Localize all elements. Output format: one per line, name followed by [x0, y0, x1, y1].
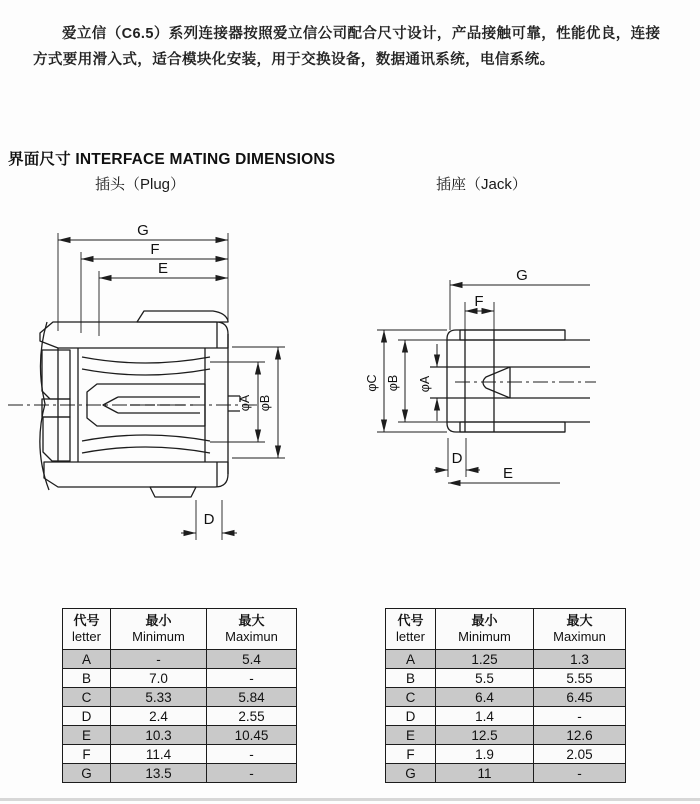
technical-drawings [0, 200, 700, 560]
cell-letter: B [386, 669, 436, 688]
jack-dim-label-g: G [516, 267, 528, 284]
plug-dimension-table [62, 608, 297, 783]
jack-dim-label-d: D [451, 450, 463, 467]
plug-top-lug [137, 311, 228, 322]
cell-max: 5.55 [534, 669, 626, 688]
cell-min: 1.25 [436, 650, 534, 669]
cell-letter: E [63, 726, 111, 745]
jack-dim-label-f: F [474, 293, 484, 310]
cell-max: 2.55 [207, 707, 297, 726]
plug-caption: 插头（Plug） [95, 176, 186, 193]
cell-max: - [534, 764, 626, 783]
header-letter-en: letter [396, 629, 425, 644]
jack-dim-label-phi-a: φA [418, 375, 432, 393]
cell-letter: G [386, 764, 436, 783]
cell-min: 2.4 [111, 707, 207, 726]
plug-drawing [8, 222, 285, 540]
cell-min: 5.5 [436, 669, 534, 688]
plug-insulator-lower [43, 417, 70, 461]
table-row [386, 707, 626, 726]
plug-cable-bore [42, 399, 70, 417]
cell-max: 2.05 [534, 745, 626, 764]
table-header-row [386, 609, 626, 650]
cell-letter: C [386, 688, 436, 707]
section-heading [8, 147, 335, 169]
cell-letter: B [63, 669, 111, 688]
cell-min: 5.33 [111, 688, 207, 707]
table-row [386, 669, 626, 688]
table-row [386, 650, 626, 669]
cell-max: 5.4 [207, 650, 297, 669]
plug-dim-label-f: F [150, 241, 160, 258]
cell-letter: G [63, 764, 111, 783]
header-max-en: Maximun [553, 629, 606, 644]
jack-top-wall [460, 330, 565, 340]
cell-min: 11 [436, 764, 534, 783]
jack-drawing [365, 267, 596, 483]
table-row [386, 764, 626, 783]
cell-min: - [111, 650, 207, 669]
table-row [386, 726, 626, 745]
cell-max: 12.6 [534, 726, 626, 745]
table-header-row [63, 609, 297, 650]
header-max-zh: 最大 [238, 612, 265, 628]
cell-min: 12.5 [436, 726, 534, 745]
jack-caption: 插座（Jack） [436, 176, 527, 193]
table-row [63, 726, 297, 745]
header-max-zh: 最大 [566, 612, 593, 628]
cell-min: 1.4 [436, 707, 534, 726]
cell-max: - [534, 707, 626, 726]
cell-letter: D [386, 707, 436, 726]
plug-bottom-lug [150, 487, 196, 497]
col-header-minimum [436, 609, 534, 650]
plug-insulator-upper [42, 350, 70, 399]
header-letter-zh: 代号 [73, 612, 100, 628]
cell-letter: A [63, 650, 111, 669]
header-min-zh: 最小 [471, 612, 498, 628]
jack-dim-label-e: E [502, 465, 514, 482]
plug-dim-label-phi-a: φA [238, 394, 252, 412]
cell-min: 1.9 [436, 745, 534, 764]
jack-dim-label-phi-b: φB [386, 374, 400, 392]
plug-bottom-wall [44, 462, 228, 487]
table-row [63, 650, 297, 669]
cell-letter: F [386, 745, 436, 764]
jack-center-contact [430, 367, 590, 398]
cell-min: 6.4 [436, 688, 534, 707]
plug-dim-label-g: G [137, 222, 149, 239]
cell-max: - [207, 669, 297, 688]
table-row [386, 688, 626, 707]
cell-letter: E [386, 726, 436, 745]
jack-bottom-wall [460, 422, 565, 432]
table-row [386, 745, 626, 764]
header-min-en: Minimum [458, 629, 511, 644]
cell-letter: A [386, 650, 436, 669]
scan-edge [0, 798, 700, 801]
col-header-letter [63, 609, 111, 650]
cell-min: 7.0 [111, 669, 207, 688]
table-row [63, 688, 297, 707]
cell-min: 13.5 [111, 764, 207, 783]
cell-letter: C [63, 688, 111, 707]
plug-dim-label-phi-b: φB [258, 394, 272, 412]
plug-dim-label-d: D [203, 511, 215, 528]
col-header-letter [386, 609, 436, 650]
table-row [63, 764, 297, 783]
plug-dim-label-e: E [157, 260, 169, 277]
cell-letter: F [63, 745, 111, 764]
section-heading-en: INTERFACE MATING DIMENSIONS [75, 150, 336, 168]
col-header-minimum [111, 609, 207, 650]
header-max-en: Maximun [225, 629, 278, 644]
table-row [63, 707, 297, 726]
section-heading-zh: 界面尺寸 [8, 150, 71, 168]
header-min-en: Minimum [132, 629, 185, 644]
cell-min: 10.3 [111, 726, 207, 745]
header-letter-en: letter [72, 629, 101, 644]
plug-top-wall [40, 322, 228, 348]
jack-dimension-table [385, 608, 626, 783]
col-header-maximum [534, 609, 626, 650]
cell-max: 10.45 [207, 726, 297, 745]
intro-paragraph: 爱立信（C6.5）系列连接器按照爱立信公司配合尺寸设计，产品接触可靠，性能优良，连接方式要用滑入式，适合模块化安装，用于交换设备，数据通讯系统，电信系统。 [33, 25, 661, 69]
cell-letter: D [63, 707, 111, 726]
cell-max: - [207, 745, 297, 764]
cell-min: 11.4 [111, 745, 207, 764]
col-header-maximum [207, 609, 297, 650]
cell-max: 5.84 [207, 688, 297, 707]
cell-max: 6.45 [534, 688, 626, 707]
header-min-zh: 最小 [145, 612, 172, 628]
jack-dim-label-phi-c: φC [365, 374, 379, 392]
table-row [63, 669, 297, 688]
header-letter-zh: 代号 [397, 612, 424, 628]
cell-max: - [207, 764, 297, 783]
cell-max: 1.3 [534, 650, 626, 669]
table-row [63, 745, 297, 764]
